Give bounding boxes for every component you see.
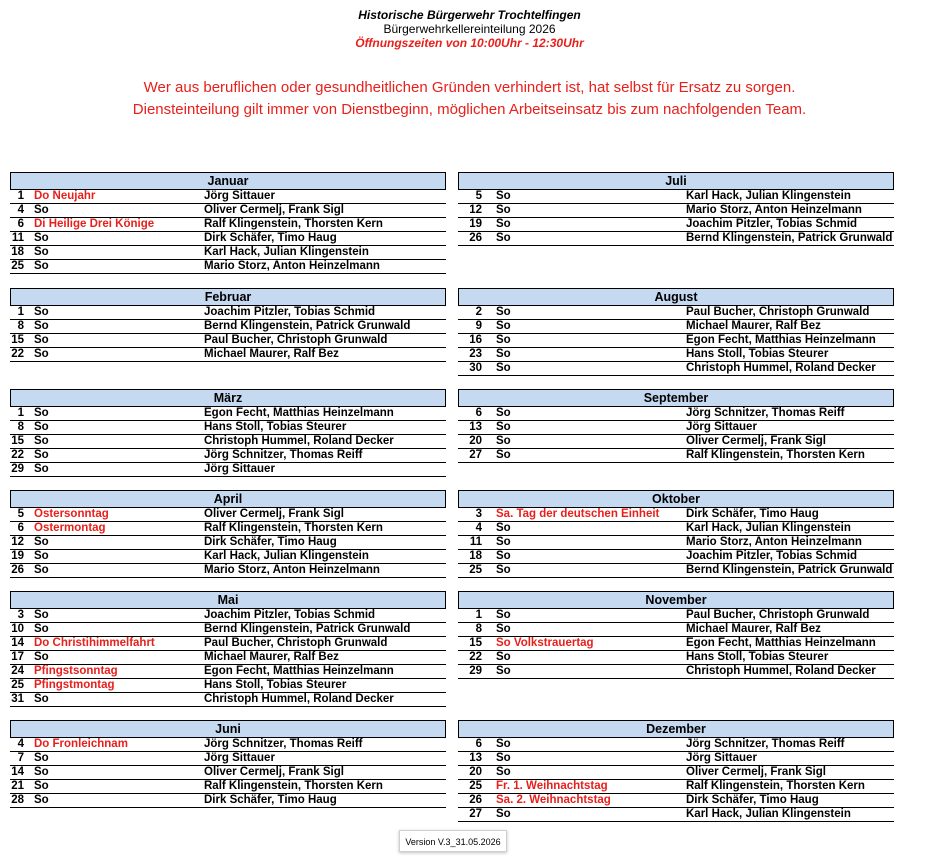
day-number: 30	[469, 362, 482, 374]
holiday-label: Fr. 1. Weihnachtstag	[496, 780, 608, 792]
duty-names: Egon Fecht, Matthias Heinzelmann	[686, 637, 876, 649]
month-header: März	[10, 389, 446, 407]
schedule-row	[458, 306, 894, 320]
duty-names: Bernd Klingenstein, Patrick Grunwald	[204, 623, 411, 635]
duty-names: Jörg Sittauer	[686, 752, 757, 764]
duty-names: Jörg Sittauer	[204, 463, 275, 475]
duty-names: Christoph Hummel, Roland Decker	[686, 362, 876, 374]
schedule-row	[10, 522, 446, 536]
day-number: 15	[11, 334, 24, 346]
day-number: 12	[469, 204, 482, 216]
schedule-row	[458, 407, 894, 421]
duty-names: Oliver Cermelj, Frank Sigl	[686, 766, 826, 778]
month-block	[10, 591, 446, 707]
day-number: 8	[17, 320, 24, 332]
day-number: 1	[17, 190, 24, 202]
schedule-row	[10, 623, 446, 637]
schedule-row	[10, 306, 446, 320]
duty-names: Karl Hack, Julian Klingenstein	[686, 808, 851, 820]
day-number: 24	[11, 665, 24, 677]
weekday-label: So	[496, 421, 511, 433]
duty-names: Jörg Schnitzer, Thomas Reiff	[686, 407, 845, 419]
weekday-label: So	[496, 550, 511, 562]
duty-names: Dirk Schäfer, Timo Haug	[686, 508, 819, 520]
duty-names: Bernd Klingenstein, Patrick Grunwald	[686, 564, 893, 576]
day-number: 1	[17, 306, 24, 318]
weekday-label: So	[34, 564, 49, 576]
day-number: 17	[11, 651, 24, 663]
schedule-row	[458, 218, 894, 232]
duty-names: Hans Stoll, Tobias Steurer	[686, 651, 829, 663]
day-number: 21	[11, 780, 24, 792]
schedule-row	[10, 637, 446, 651]
month-header: September	[458, 389, 894, 407]
day-number: 10	[11, 623, 24, 635]
weekday-label: So	[34, 246, 49, 258]
schedule-row	[458, 421, 894, 435]
version-label: Version V.3_31.05.2026	[399, 830, 507, 852]
weekday-label: So	[496, 665, 511, 677]
month-block	[458, 288, 894, 376]
duty-names: Michael Maurer, Ralf Bez	[204, 348, 339, 360]
duty-names: Paul Bucher, Christoph Grunwald	[204, 637, 388, 649]
duty-names: Joachim Pitzler, Tobias Schmid	[686, 550, 858, 562]
schedule-row	[458, 449, 894, 463]
schedule-row	[10, 536, 446, 550]
holiday-label: Di Heilige Drei Könige	[34, 218, 155, 230]
weekday-label: So	[496, 232, 511, 244]
duty-names: Karl Hack, Julian Klingenstein	[686, 190, 851, 202]
schedule-row	[10, 693, 446, 707]
duty-names: Ralf Klingenstein, Thorsten Kern	[204, 522, 383, 534]
holiday-label: Do Christihimmelfahrt	[34, 637, 155, 649]
day-number: 8	[17, 421, 24, 433]
schedule-row	[10, 449, 446, 463]
holiday-label: Do Neujahr	[34, 190, 96, 202]
schedule-row	[10, 738, 446, 752]
weekday-label: So	[496, 435, 511, 447]
weekday-label: So	[496, 609, 511, 621]
day-number: 2	[475, 306, 482, 318]
month-block	[458, 389, 894, 463]
duty-names: Dirk Schäfer, Timo Haug	[204, 794, 337, 806]
day-number: 18	[469, 550, 482, 562]
month-block	[10, 490, 446, 578]
weekday-label: So	[34, 463, 49, 475]
schedule-row	[10, 550, 446, 564]
document-title: Historische Bürgerwehr Trochtelfingen	[358, 8, 581, 22]
weekday-label: So	[496, 348, 511, 360]
duty-names: Ralf Klingenstein, Thorsten Kern	[686, 780, 865, 792]
month-header: Juli	[458, 172, 894, 190]
weekday-label: So	[34, 794, 49, 806]
schedule-row	[10, 463, 446, 477]
schedule-row	[10, 609, 446, 623]
schedule-row	[458, 508, 894, 522]
duty-names: Karl Hack, Julian Klingenstein	[204, 550, 369, 562]
schedule-row	[458, 204, 894, 218]
duty-names: Ralf Klingenstein, Thorsten Kern	[686, 449, 865, 461]
duty-names: Dirk Schäfer, Timo Haug	[204, 232, 337, 244]
schedule-row	[10, 232, 446, 246]
weekday-label: So	[496, 204, 511, 216]
schedule-row	[458, 190, 894, 204]
day-number: 11	[11, 232, 24, 244]
duty-names: Oliver Cermelj, Frank Sigl	[204, 508, 344, 520]
schedule-row	[458, 522, 894, 536]
schedule-row	[10, 421, 446, 435]
duty-names: Michael Maurer, Ralf Bez	[686, 320, 821, 332]
month-header: Juni	[10, 720, 446, 738]
month-block	[10, 720, 446, 808]
month-header: April	[10, 490, 446, 508]
schedule-row	[458, 794, 894, 808]
day-number: 6	[17, 522, 24, 534]
weekday-label: So	[496, 766, 511, 778]
weekday-label: So	[34, 348, 49, 360]
day-number: 25	[469, 564, 482, 576]
day-number: 20	[469, 766, 482, 778]
document-subtitle: Bürgerwehrkellereinteilung 2026	[383, 22, 556, 36]
opening-hours: Öffnungszeiten von 10:00Uhr - 12:30Uhr	[355, 36, 584, 50]
weekday-label: So	[496, 808, 511, 820]
duty-names: Hans Stoll, Tobias Steurer	[204, 679, 347, 691]
day-number: 25	[11, 679, 24, 691]
schedule-row	[10, 679, 446, 693]
day-number: 16	[469, 334, 482, 346]
duty-names: Ralf Klingenstein, Thorsten Kern	[204, 218, 383, 230]
day-number: 22	[11, 348, 24, 360]
schedule-row	[458, 665, 894, 679]
day-number: 29	[469, 665, 482, 677]
schedule-row	[458, 609, 894, 623]
day-number: 1	[17, 407, 24, 419]
day-number: 15	[11, 435, 24, 447]
holiday-label: Sa. Tag der deutschen Einheit	[496, 508, 660, 520]
duty-names: Mario Storz, Anton Heinzelmann	[686, 204, 862, 216]
duty-names: Oliver Cermelj, Frank Sigl	[204, 766, 344, 778]
schedule-row	[458, 550, 894, 564]
weekday-label: So	[34, 435, 49, 447]
schedule-row	[10, 218, 446, 232]
weekday-label: So	[496, 522, 511, 534]
weekday-label: So	[34, 407, 49, 419]
duty-names: Jörg Schnitzer, Thomas Reiff	[204, 449, 363, 461]
day-number: 14	[11, 766, 24, 778]
day-number: 31	[11, 693, 24, 705]
day-number: 26	[11, 564, 24, 576]
weekday-label: So	[496, 536, 511, 548]
day-number: 25	[469, 780, 482, 792]
schedule-row	[458, 766, 894, 780]
holiday-label: Ostermontag	[34, 522, 106, 534]
month-block	[10, 389, 446, 477]
day-number: 5	[475, 190, 482, 202]
notice-text	[0, 77, 939, 121]
day-number: 6	[475, 407, 482, 419]
duty-names: Egon Fecht, Matthias Heinzelmann	[204, 407, 394, 419]
weekday-label: So	[34, 421, 49, 433]
day-number: 5	[17, 508, 24, 520]
holiday-label: Sa. 2. Weihnachtstag	[496, 794, 611, 806]
day-number: 26	[469, 794, 482, 806]
schedule-row	[458, 334, 894, 348]
day-number: 4	[17, 738, 24, 750]
duty-names: Michael Maurer, Ralf Bez	[204, 651, 339, 663]
schedule-row	[458, 637, 894, 651]
duty-names: Christoph Hummel, Roland Decker	[204, 435, 394, 447]
weekday-label: So	[34, 651, 49, 663]
month-header: August	[458, 288, 894, 306]
notice-line-1: Wer aus beruflichen oder gesundheitlichen Gründen verhindert ist, hat selbst für Ersatz zu sorgen.	[143, 79, 796, 96]
duty-names: Jörg Sittauer	[686, 421, 757, 433]
day-number: 13	[469, 752, 482, 764]
weekday-label: So	[34, 780, 49, 792]
weekday-label: So	[496, 738, 511, 750]
month-block	[458, 490, 894, 578]
weekday-label: So	[496, 362, 511, 374]
schedule-row	[458, 348, 894, 362]
weekday-label: So	[496, 190, 511, 202]
month-block	[458, 591, 894, 679]
weekday-label: So	[34, 320, 49, 332]
month-block	[458, 720, 894, 822]
month-block	[10, 288, 446, 362]
weekday-label: So	[34, 306, 49, 318]
day-number: 6	[17, 218, 24, 230]
schedule-row	[10, 794, 446, 808]
day-number: 22	[469, 651, 482, 663]
weekday-label: So	[496, 320, 511, 332]
weekday-label: So	[496, 306, 511, 318]
duty-names: Bernd Klingenstein, Patrick Grunwald	[204, 320, 411, 332]
schedule-row	[10, 260, 446, 274]
day-number: 27	[469, 449, 482, 461]
holiday-label: Do Fronleichnam	[34, 738, 128, 750]
schedule-row	[10, 190, 446, 204]
schedule-row	[10, 246, 446, 260]
schedule-row	[10, 204, 446, 218]
duty-names: Paul Bucher, Christoph Grunwald	[686, 306, 870, 318]
weekday-label: So	[34, 232, 49, 244]
duty-names: Hans Stoll, Tobias Steurer	[204, 421, 347, 433]
day-number: 19	[11, 550, 24, 562]
day-number: 13	[469, 421, 482, 433]
duty-names: Dirk Schäfer, Timo Haug	[686, 794, 819, 806]
day-number: 22	[11, 449, 24, 461]
schedule-row	[10, 665, 446, 679]
duty-names: Joachim Pitzler, Tobias Schmid	[204, 609, 376, 621]
schedule-row	[10, 334, 446, 348]
month-header: Dezember	[458, 720, 894, 738]
weekday-label: So	[34, 449, 49, 461]
weekday-label: So	[496, 651, 511, 663]
schedule-row	[10, 435, 446, 449]
weekday-label: So	[34, 204, 49, 216]
schedule-row	[458, 435, 894, 449]
duty-names: Karl Hack, Julian Klingenstein	[204, 246, 369, 258]
day-number: 6	[475, 738, 482, 750]
schedule-row	[10, 752, 446, 766]
day-number: 1	[475, 609, 482, 621]
schedule-row	[458, 808, 894, 822]
weekday-label: So	[34, 536, 49, 548]
holiday-label: Pfingstsonntag	[34, 665, 118, 677]
schedule-row	[458, 564, 894, 578]
day-number: 25	[11, 260, 24, 272]
schedule-row	[458, 320, 894, 334]
schedule-row	[458, 752, 894, 766]
duty-names: Oliver Cermelj, Frank Sigl	[204, 204, 344, 216]
day-number: 8	[475, 623, 482, 635]
schedule-row	[458, 623, 894, 637]
document-header	[0, 8, 939, 50]
duty-names: Ralf Klingenstein, Thorsten Kern	[204, 780, 383, 792]
schedule-row	[10, 651, 446, 665]
day-number: 23	[469, 348, 482, 360]
day-number: 14	[11, 637, 24, 649]
month-header: November	[458, 591, 894, 609]
weekday-label: So	[496, 218, 511, 230]
day-number: 20	[469, 435, 482, 447]
schedule-row	[10, 564, 446, 578]
schedule-row	[10, 320, 446, 334]
duty-names: Hans Stoll, Tobias Steurer	[686, 348, 829, 360]
schedule-row	[10, 766, 446, 780]
weekday-label: So	[34, 766, 49, 778]
weekday-label: So	[34, 550, 49, 562]
duty-names: Jörg Schnitzer, Thomas Reiff	[204, 738, 363, 750]
weekday-label: So	[34, 260, 49, 272]
duty-names: Egon Fecht, Matthias Heinzelmann	[204, 665, 394, 677]
weekday-label: So	[34, 693, 49, 705]
day-number: 26	[469, 232, 482, 244]
duty-names: Karl Hack, Julian Klingenstein	[686, 522, 851, 534]
schedule-row	[10, 780, 446, 794]
month-block	[10, 172, 446, 274]
weekday-label: So	[34, 752, 49, 764]
duty-names: Mario Storz, Anton Heinzelmann	[204, 564, 380, 576]
day-number: 18	[11, 246, 24, 258]
weekday-label: So	[496, 564, 511, 576]
day-number: 28	[11, 794, 24, 806]
weekday-label: So	[496, 623, 511, 635]
day-number: 12	[11, 536, 24, 548]
schedule-row	[10, 508, 446, 522]
weekday-label: So	[34, 609, 49, 621]
duty-names: Christoph Hummel, Roland Decker	[686, 665, 876, 677]
duty-names: Jörg Sittauer	[204, 190, 275, 202]
duty-names: Dirk Schäfer, Timo Haug	[204, 536, 337, 548]
day-number: 3	[17, 609, 24, 621]
schedule-row	[10, 407, 446, 421]
schedule-row	[458, 362, 894, 376]
weekday-label: So	[496, 449, 511, 461]
weekday-label: So	[496, 752, 511, 764]
day-number: 4	[17, 204, 24, 216]
month-header: Mai	[10, 591, 446, 609]
schedule-row	[458, 536, 894, 550]
month-header: Oktober	[458, 490, 894, 508]
day-number: 4	[475, 522, 482, 534]
day-number: 19	[469, 218, 482, 230]
duty-names: Joachim Pitzler, Tobias Schmid	[686, 218, 858, 230]
schedule-row	[458, 232, 894, 246]
duty-names: Jörg Schnitzer, Thomas Reiff	[686, 738, 845, 750]
holiday-label: Pfingstmontag	[34, 679, 115, 691]
month-header: Februar	[10, 288, 446, 306]
duty-names: Egon Fecht, Matthias Heinzelmann	[686, 334, 876, 346]
schedule-row	[458, 780, 894, 794]
day-number: 29	[11, 463, 24, 475]
duty-names: Bernd Klingenstein, Patrick Grunwald	[686, 232, 893, 244]
day-number: 27	[469, 808, 482, 820]
duty-names: Michael Maurer, Ralf Bez	[686, 623, 821, 635]
schedule-row	[458, 738, 894, 752]
holiday-label: So Volkstrauertag	[496, 637, 594, 649]
day-number: 9	[475, 320, 482, 332]
day-number: 11	[469, 536, 482, 548]
weekday-label: So	[34, 334, 49, 346]
duty-names: Oliver Cermelj, Frank Sigl	[686, 435, 826, 447]
month-header: Januar	[10, 172, 446, 190]
schedule-row	[10, 348, 446, 362]
day-number: 7	[17, 752, 24, 764]
notice-line-2: Diensteinteilung gilt immer von Dienstbeginn, möglichen Arbeitseinsatz bis zum nachfolgenden Team.	[132, 101, 807, 118]
day-number: 3	[475, 508, 482, 520]
duty-names: Mario Storz, Anton Heinzelmann	[204, 260, 380, 272]
duty-names: Mario Storz, Anton Heinzelmann	[686, 536, 862, 548]
duty-names: Paul Bucher, Christoph Grunwald	[204, 334, 388, 346]
schedule-row	[458, 651, 894, 665]
weekday-label: So	[496, 407, 511, 419]
duty-names: Christoph Hummel, Roland Decker	[204, 693, 394, 705]
weekday-label: So	[34, 623, 49, 635]
duty-names: Jörg Sittauer	[204, 752, 275, 764]
month-block	[458, 172, 894, 246]
duty-names: Joachim Pitzler, Tobias Schmid	[204, 306, 376, 318]
day-number: 15	[469, 637, 482, 649]
holiday-label: Ostersonntag	[34, 508, 109, 520]
weekday-label: So	[496, 334, 511, 346]
duty-names: Paul Bucher, Christoph Grunwald	[686, 609, 870, 621]
